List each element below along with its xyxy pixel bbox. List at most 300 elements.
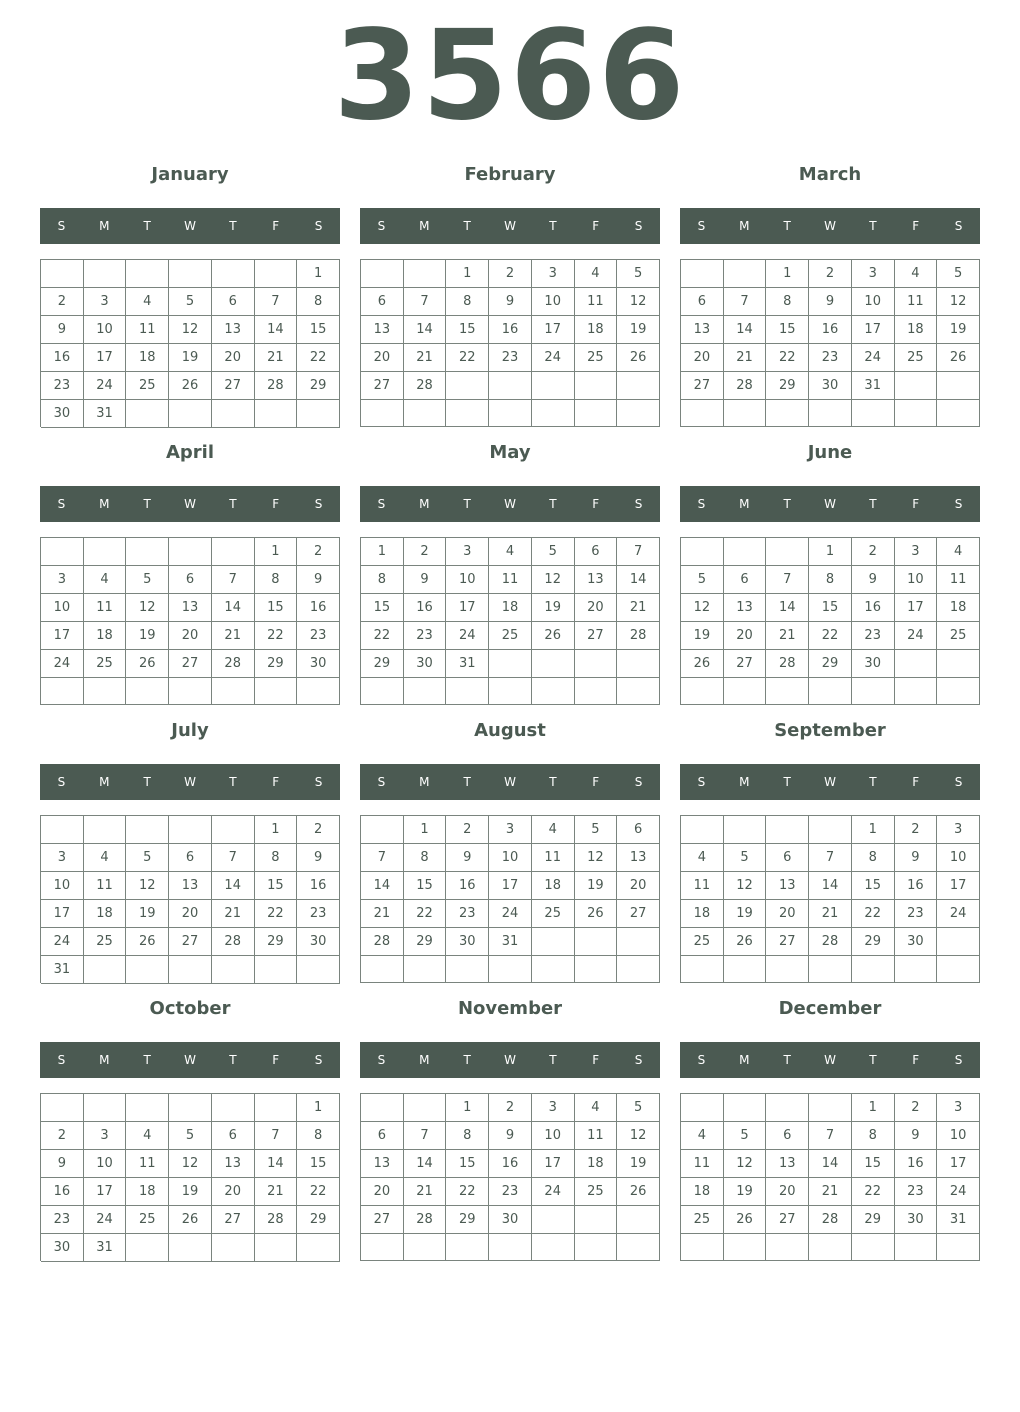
day-cell: 22 bbox=[809, 622, 852, 650]
day-cell: 17 bbox=[84, 1178, 127, 1206]
day-cell: 10 bbox=[41, 594, 84, 622]
day-cell: 9 bbox=[852, 566, 895, 594]
weekday-label: M bbox=[99, 219, 110, 233]
day-cell: 18 bbox=[681, 1178, 724, 1206]
day-cell: 21 bbox=[724, 344, 767, 372]
empty-cell bbox=[575, 400, 618, 427]
day-cell: 5 bbox=[681, 566, 724, 594]
day-cell: 16 bbox=[446, 872, 489, 900]
day-cell: 16 bbox=[489, 316, 532, 344]
empty-cell bbox=[617, 1234, 660, 1261]
month-february bbox=[360, 160, 660, 430]
day-cell: 2 bbox=[489, 260, 532, 288]
day-cell: 11 bbox=[681, 872, 724, 900]
empty-cell bbox=[575, 956, 618, 983]
empty-cell bbox=[809, 1234, 852, 1261]
month-title: December bbox=[778, 998, 882, 1019]
weekday-label: S bbox=[314, 1053, 323, 1067]
empty-cell bbox=[446, 956, 489, 983]
empty-cell bbox=[212, 1234, 255, 1262]
empty-cell bbox=[852, 956, 895, 983]
weekday-label: S bbox=[377, 775, 386, 789]
day-cell: 24 bbox=[895, 622, 938, 650]
day-cell: 12 bbox=[617, 1122, 660, 1150]
day-cell: 12 bbox=[126, 594, 169, 622]
weekday-label: T bbox=[229, 219, 237, 233]
weekday-label: W bbox=[504, 1053, 516, 1067]
empty-cell bbox=[532, 372, 575, 400]
day-cell: 26 bbox=[169, 372, 212, 400]
day-cell: 7 bbox=[724, 288, 767, 316]
empty-cell bbox=[489, 1234, 532, 1261]
weekday-label: S bbox=[697, 775, 706, 789]
empty-cell bbox=[41, 678, 84, 705]
weekday-label: W bbox=[504, 219, 516, 233]
day-cell: 8 bbox=[361, 566, 404, 594]
weekday-label: T bbox=[463, 219, 471, 233]
day-cell: 28 bbox=[212, 650, 255, 678]
day-cell: 26 bbox=[126, 928, 169, 956]
day-cell: 2 bbox=[489, 1094, 532, 1122]
empty-cell bbox=[766, 538, 809, 566]
day-cell: 4 bbox=[937, 538, 980, 566]
empty-cell bbox=[724, 678, 767, 705]
day-cell: 26 bbox=[617, 344, 660, 372]
empty-cell bbox=[126, 1094, 169, 1122]
day-cell: 14 bbox=[212, 872, 255, 900]
day-cell: 22 bbox=[446, 1178, 489, 1206]
day-cell: 17 bbox=[937, 872, 980, 900]
empty-cell bbox=[681, 400, 724, 427]
day-cell: 8 bbox=[809, 566, 852, 594]
day-cell: 23 bbox=[41, 372, 84, 400]
day-cell: 13 bbox=[361, 316, 404, 344]
weekday-label: T bbox=[783, 775, 791, 789]
empty-cell bbox=[297, 400, 340, 428]
day-cell: 23 bbox=[852, 622, 895, 650]
day-cell: 5 bbox=[724, 1122, 767, 1150]
empty-cell bbox=[809, 1094, 852, 1122]
day-cell: 1 bbox=[255, 538, 298, 566]
empty-cell bbox=[895, 1234, 938, 1261]
day-cell: 9 bbox=[895, 1122, 938, 1150]
weekday-header bbox=[680, 486, 980, 522]
day-cell: 12 bbox=[575, 844, 618, 872]
empty-cell bbox=[404, 956, 447, 983]
day-cell: 13 bbox=[361, 1150, 404, 1178]
weekday-header bbox=[680, 1042, 980, 1078]
weekday-label: W bbox=[184, 775, 196, 789]
empty-cell bbox=[126, 538, 169, 566]
empty-cell bbox=[126, 260, 169, 288]
empty-cell bbox=[446, 1234, 489, 1261]
empty-cell bbox=[404, 400, 447, 427]
weekday-label: T bbox=[783, 1053, 791, 1067]
day-cell: 24 bbox=[41, 650, 84, 678]
day-cell: 12 bbox=[169, 1150, 212, 1178]
day-cell: 8 bbox=[255, 566, 298, 594]
empty-cell bbox=[404, 678, 447, 705]
day-cell: 8 bbox=[766, 288, 809, 316]
empty-cell bbox=[895, 400, 938, 427]
empty-cell bbox=[937, 400, 980, 427]
day-cell: 18 bbox=[84, 622, 127, 650]
day-cell: 3 bbox=[41, 844, 84, 872]
day-cell: 15 bbox=[361, 594, 404, 622]
day-cell: 25 bbox=[937, 622, 980, 650]
day-cell: 17 bbox=[532, 1150, 575, 1178]
day-cell: 6 bbox=[681, 288, 724, 316]
day-cell: 5 bbox=[126, 844, 169, 872]
empty-cell bbox=[489, 650, 532, 678]
empty-cell bbox=[404, 1234, 447, 1261]
day-cell: 1 bbox=[255, 816, 298, 844]
day-cell: 26 bbox=[126, 650, 169, 678]
weekday-label: M bbox=[99, 497, 110, 511]
day-cell: 10 bbox=[489, 844, 532, 872]
empty-cell bbox=[681, 1234, 724, 1261]
empty-cell bbox=[766, 400, 809, 427]
day-cell: 15 bbox=[255, 872, 298, 900]
day-cell: 21 bbox=[766, 622, 809, 650]
day-cell: 16 bbox=[852, 594, 895, 622]
day-cell: 1 bbox=[446, 1094, 489, 1122]
day-cell: 7 bbox=[361, 844, 404, 872]
empty-cell bbox=[84, 816, 127, 844]
weekday-label: S bbox=[57, 497, 66, 511]
day-cell: 21 bbox=[361, 900, 404, 928]
day-cell: 28 bbox=[809, 1206, 852, 1234]
day-cell: 4 bbox=[84, 844, 127, 872]
day-cell: 23 bbox=[297, 622, 340, 650]
day-cell: 9 bbox=[446, 844, 489, 872]
day-cell: 18 bbox=[84, 900, 127, 928]
weekday-label: M bbox=[739, 775, 750, 789]
weekday-header bbox=[40, 208, 340, 244]
day-cell: 27 bbox=[681, 372, 724, 400]
empty-cell bbox=[255, 678, 298, 705]
day-cell: 19 bbox=[169, 344, 212, 372]
day-cell: 25 bbox=[895, 344, 938, 372]
weekday-label: F bbox=[592, 775, 600, 789]
day-cell: 19 bbox=[575, 872, 618, 900]
weekday-label: M bbox=[419, 1053, 430, 1067]
day-cell: 28 bbox=[361, 928, 404, 956]
empty-cell bbox=[169, 400, 212, 428]
day-cell: 26 bbox=[532, 622, 575, 650]
day-cell: 16 bbox=[809, 316, 852, 344]
empty-cell bbox=[809, 816, 852, 844]
day-cell: 6 bbox=[212, 1122, 255, 1150]
weekday-label: F bbox=[912, 219, 920, 233]
weekday-label: S bbox=[954, 219, 963, 233]
day-cell: 3 bbox=[532, 260, 575, 288]
day-cell: 26 bbox=[724, 1206, 767, 1234]
day-cell: 24 bbox=[84, 372, 127, 400]
day-cell: 24 bbox=[84, 1206, 127, 1234]
day-cell: 5 bbox=[169, 1122, 212, 1150]
day-cell: 25 bbox=[126, 372, 169, 400]
empty-cell bbox=[617, 372, 660, 400]
day-cell: 1 bbox=[852, 1094, 895, 1122]
day-cell: 6 bbox=[766, 1122, 809, 1150]
day-cell: 22 bbox=[446, 344, 489, 372]
day-cell: 8 bbox=[446, 1122, 489, 1150]
weekday-label: F bbox=[592, 219, 600, 233]
day-cell: 25 bbox=[681, 1206, 724, 1234]
day-cell: 26 bbox=[575, 900, 618, 928]
day-cell: 8 bbox=[852, 844, 895, 872]
day-cell: 29 bbox=[809, 650, 852, 678]
weekday-label: M bbox=[739, 1053, 750, 1067]
day-cell: 23 bbox=[895, 900, 938, 928]
day-cell: 17 bbox=[41, 622, 84, 650]
day-cell: 1 bbox=[297, 260, 340, 288]
day-cell: 12 bbox=[724, 872, 767, 900]
weekday-label: T bbox=[463, 497, 471, 511]
day-cell: 23 bbox=[404, 622, 447, 650]
empty-cell bbox=[617, 650, 660, 678]
empty-cell bbox=[532, 956, 575, 983]
empty-cell bbox=[681, 816, 724, 844]
day-cell: 16 bbox=[895, 872, 938, 900]
weekday-label: T bbox=[143, 1053, 151, 1067]
day-cell: 15 bbox=[852, 872, 895, 900]
month-october bbox=[40, 994, 340, 1264]
empty-cell bbox=[852, 678, 895, 705]
day-cell: 13 bbox=[169, 872, 212, 900]
day-cell: 3 bbox=[84, 1122, 127, 1150]
day-cell: 31 bbox=[852, 372, 895, 400]
day-cell: 11 bbox=[681, 1150, 724, 1178]
empty-cell bbox=[84, 260, 127, 288]
day-cell: 1 bbox=[766, 260, 809, 288]
empty-cell bbox=[724, 1234, 767, 1261]
empty-cell bbox=[169, 1234, 212, 1262]
day-cell: 20 bbox=[169, 622, 212, 650]
day-cell: 21 bbox=[809, 900, 852, 928]
day-cell: 10 bbox=[41, 872, 84, 900]
month-title: March bbox=[798, 164, 862, 185]
empty-cell bbox=[404, 1094, 447, 1122]
day-cell: 16 bbox=[41, 344, 84, 372]
empty-cell bbox=[724, 956, 767, 983]
weekday-label: S bbox=[697, 219, 706, 233]
weekday-label: S bbox=[697, 497, 706, 511]
day-cell: 1 bbox=[852, 816, 895, 844]
day-cell: 8 bbox=[404, 844, 447, 872]
day-cell: 26 bbox=[724, 928, 767, 956]
day-cell: 3 bbox=[446, 538, 489, 566]
weekday-label: S bbox=[57, 1053, 66, 1067]
day-cell: 28 bbox=[404, 372, 447, 400]
day-cell: 2 bbox=[297, 816, 340, 844]
day-cell: 15 bbox=[766, 316, 809, 344]
day-cell: 29 bbox=[255, 650, 298, 678]
day-cell: 17 bbox=[895, 594, 938, 622]
weekday-label: T bbox=[463, 1053, 471, 1067]
day-cell: 20 bbox=[575, 594, 618, 622]
day-cell: 12 bbox=[169, 316, 212, 344]
empty-cell bbox=[895, 650, 938, 678]
day-grid bbox=[680, 1093, 980, 1261]
weekday-label: T bbox=[869, 497, 877, 511]
day-cell: 30 bbox=[895, 1206, 938, 1234]
weekday-label: M bbox=[739, 497, 750, 511]
day-cell: 27 bbox=[169, 650, 212, 678]
day-cell: 4 bbox=[895, 260, 938, 288]
day-cell: 19 bbox=[169, 1178, 212, 1206]
day-cell: 22 bbox=[361, 622, 404, 650]
weekday-label: T bbox=[229, 497, 237, 511]
day-cell: 3 bbox=[852, 260, 895, 288]
day-cell: 5 bbox=[937, 260, 980, 288]
day-cell: 18 bbox=[489, 594, 532, 622]
day-cell: 14 bbox=[809, 1150, 852, 1178]
day-cell: 4 bbox=[575, 260, 618, 288]
day-cell: 20 bbox=[212, 1178, 255, 1206]
day-cell: 31 bbox=[937, 1206, 980, 1234]
day-cell: 24 bbox=[937, 900, 980, 928]
day-cell: 12 bbox=[617, 288, 660, 316]
empty-cell bbox=[126, 400, 169, 428]
day-cell: 13 bbox=[212, 316, 255, 344]
empty-cell bbox=[212, 678, 255, 705]
day-cell: 15 bbox=[255, 594, 298, 622]
day-cell: 11 bbox=[575, 1122, 618, 1150]
day-grid bbox=[360, 1093, 660, 1261]
empty-cell bbox=[84, 538, 127, 566]
empty-cell bbox=[895, 678, 938, 705]
empty-cell bbox=[681, 678, 724, 705]
weekday-label: T bbox=[869, 1053, 877, 1067]
day-cell: 22 bbox=[852, 1178, 895, 1206]
day-cell: 27 bbox=[617, 900, 660, 928]
day-cell: 13 bbox=[212, 1150, 255, 1178]
month-january bbox=[40, 160, 340, 430]
empty-cell bbox=[852, 1234, 895, 1261]
day-cell: 23 bbox=[297, 900, 340, 928]
day-cell: 27 bbox=[361, 372, 404, 400]
empty-cell bbox=[617, 678, 660, 705]
empty-cell bbox=[446, 678, 489, 705]
weekday-label: W bbox=[504, 775, 516, 789]
day-cell: 16 bbox=[489, 1150, 532, 1178]
day-cell: 10 bbox=[937, 1122, 980, 1150]
empty-cell bbox=[724, 816, 767, 844]
empty-cell bbox=[532, 400, 575, 427]
empty-cell bbox=[724, 1094, 767, 1122]
day-cell: 2 bbox=[852, 538, 895, 566]
empty-cell bbox=[361, 1094, 404, 1122]
day-cell: 6 bbox=[212, 288, 255, 316]
day-cell: 4 bbox=[575, 1094, 618, 1122]
weekday-label: S bbox=[377, 1053, 386, 1067]
empty-cell bbox=[404, 260, 447, 288]
empty-cell bbox=[361, 956, 404, 983]
day-cell: 17 bbox=[937, 1150, 980, 1178]
day-cell: 18 bbox=[681, 900, 724, 928]
day-cell: 17 bbox=[84, 344, 127, 372]
day-cell: 7 bbox=[617, 538, 660, 566]
day-cell: 4 bbox=[126, 1122, 169, 1150]
day-cell: 30 bbox=[404, 650, 447, 678]
day-cell: 2 bbox=[895, 816, 938, 844]
weekday-label: T bbox=[143, 775, 151, 789]
day-cell: 17 bbox=[489, 872, 532, 900]
empty-cell bbox=[41, 1094, 84, 1122]
day-cell: 11 bbox=[84, 872, 127, 900]
day-cell: 24 bbox=[446, 622, 489, 650]
weekday-label: F bbox=[912, 775, 920, 789]
empty-cell bbox=[126, 816, 169, 844]
day-cell: 9 bbox=[41, 316, 84, 344]
day-cell: 28 bbox=[724, 372, 767, 400]
day-cell: 10 bbox=[937, 844, 980, 872]
day-cell: 30 bbox=[446, 928, 489, 956]
day-cell: 17 bbox=[532, 316, 575, 344]
day-cell: 22 bbox=[255, 900, 298, 928]
day-cell: 19 bbox=[617, 316, 660, 344]
month-september bbox=[680, 716, 980, 986]
weekday-label: W bbox=[824, 497, 836, 511]
weekday-label: F bbox=[912, 497, 920, 511]
day-cell: 28 bbox=[404, 1206, 447, 1234]
month-title: July bbox=[171, 720, 209, 741]
day-cell: 17 bbox=[41, 900, 84, 928]
day-cell: 3 bbox=[937, 816, 980, 844]
day-cell: 4 bbox=[681, 1122, 724, 1150]
day-cell: 18 bbox=[126, 344, 169, 372]
day-cell: 26 bbox=[937, 344, 980, 372]
day-cell: 14 bbox=[212, 594, 255, 622]
day-cell: 27 bbox=[724, 650, 767, 678]
month-title: November bbox=[457, 998, 563, 1019]
day-cell: 22 bbox=[297, 1178, 340, 1206]
empty-cell bbox=[937, 650, 980, 678]
empty-cell bbox=[212, 400, 255, 428]
empty-cell bbox=[724, 260, 767, 288]
day-cell: 22 bbox=[852, 900, 895, 928]
empty-cell bbox=[681, 956, 724, 983]
day-cell: 6 bbox=[169, 844, 212, 872]
empty-cell bbox=[617, 400, 660, 427]
day-cell: 16 bbox=[297, 594, 340, 622]
empty-cell bbox=[575, 678, 618, 705]
day-cell: 8 bbox=[446, 288, 489, 316]
day-cell: 14 bbox=[404, 316, 447, 344]
empty-cell bbox=[126, 678, 169, 705]
day-cell: 5 bbox=[617, 260, 660, 288]
day-cell: 14 bbox=[404, 1150, 447, 1178]
empty-cell bbox=[766, 1094, 809, 1122]
day-cell: 27 bbox=[766, 928, 809, 956]
day-cell: 8 bbox=[255, 844, 298, 872]
day-cell: 26 bbox=[681, 650, 724, 678]
day-cell: 1 bbox=[297, 1094, 340, 1122]
empty-cell bbox=[809, 400, 852, 427]
day-cell: 23 bbox=[489, 344, 532, 372]
empty-cell bbox=[297, 1234, 340, 1262]
day-cell: 7 bbox=[212, 844, 255, 872]
empty-cell bbox=[937, 956, 980, 983]
day-cell: 2 bbox=[41, 288, 84, 316]
day-cell: 15 bbox=[404, 872, 447, 900]
day-cell: 28 bbox=[212, 928, 255, 956]
weekday-label: S bbox=[57, 775, 66, 789]
weekday-label: F bbox=[272, 775, 280, 789]
month-title: October bbox=[149, 998, 231, 1019]
